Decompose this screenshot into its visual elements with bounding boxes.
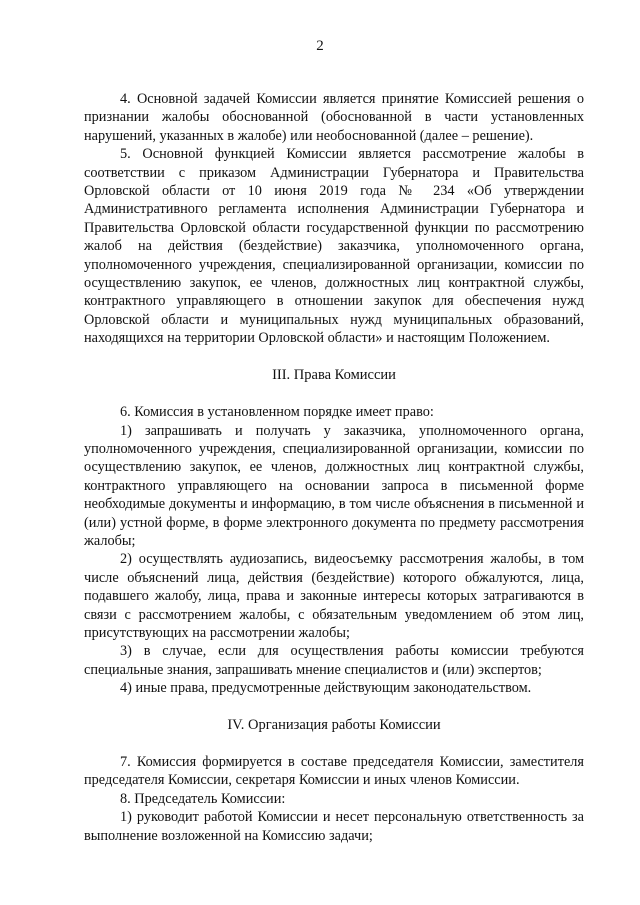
paragraph-8-item-1: 1) руководит работой Комиссии и несет персональную ответственность за выполнение возложенной на Комиссию задачи; — [84, 809, 584, 844]
paragraph-6-item-4: 4) иные права, предусмотренные действующим законодательством. — [120, 680, 532, 697]
section-heading-organization: IV. Организация работы Комиссии — [227, 716, 441, 733]
paragraph-6-item-2: 2) осуществлять аудиозапись, видеосъемку рассмотрения жалобы, в том числе объяснений лица, действия (бездействие) которого обжалуются, лица, подавшего жалобу, лица, права и законные интересы которых затрагиваются в связи с рассмотрением жалобы, с обязательным уведомлением об этом лиц, присутствующих на рассмотрении жалобы; — [84, 551, 584, 641]
paragraph-5: 5. Основной функцией Комиссии является рассмотрение жалобы в соответствии с приказом Администрации Губернатора и Правительства Орловской области от 10 июня 2019 года № 234 «Об утверждении Административного регламента исполнения Администрации Губернатора и Правительства Орловской области государственной функции по рассмотрению жалоб на действия (бездействие) заказчика, уполномоченного органа, уполномоченного учреждения, специализированной организации, комиссии по осуществлению закупок, ее членов, должностных лиц контрактной службы, контрактного управляющего в отношении закупок для обеспечения нужд Орловской области и муниципальных нужд муниципальных образований, находящихся на территории Орловской области» и настоящим Положением. — [84, 146, 584, 347]
paragraph-6-item-3: 3) в случае, если для осуществления работы комиссии требуются специальные знания, запрашивать мнение специалистов и (или) экспертов; — [84, 643, 584, 678]
paragraph-6-item-1: 1) запрашивать и получать у заказчика, уполномоченного органа, уполномоченного учреждения, специализированной организации, комиссии по осуществлению закупок, ее членов, должностных лиц контрактной службы, контрактного управляющего на основании запроса в письменной форме необходимые документы и информацию, в том числе объяснения в письменной и (или) устной форме, в форме электронного документа по предмету рассмотрения жалобы; — [84, 422, 584, 549]
document-body — [84, 90, 584, 845]
section-heading-rights: III. Права Комиссии — [272, 366, 396, 383]
page-number: 2 — [316, 38, 324, 54]
paragraph-6: 6. Комиссия в установленном порядке имеет право: — [120, 404, 434, 421]
paragraph-8: 8. Председатель Комиссии: — [120, 790, 286, 807]
paragraph-7: 7. Комиссия формируется в составе председателя Комиссии, заместителя председателя Комиссии, секретаря Комиссии и иных членов Комиссии. — [84, 754, 584, 789]
paragraph-4: 4. Основной задачей Комиссии является принятие Комиссией решения о признании жалобы обоснованной (обоснованной в части установленных нарушений, указанных в жалобе) или необоснованной (далее – решение). — [84, 91, 584, 144]
